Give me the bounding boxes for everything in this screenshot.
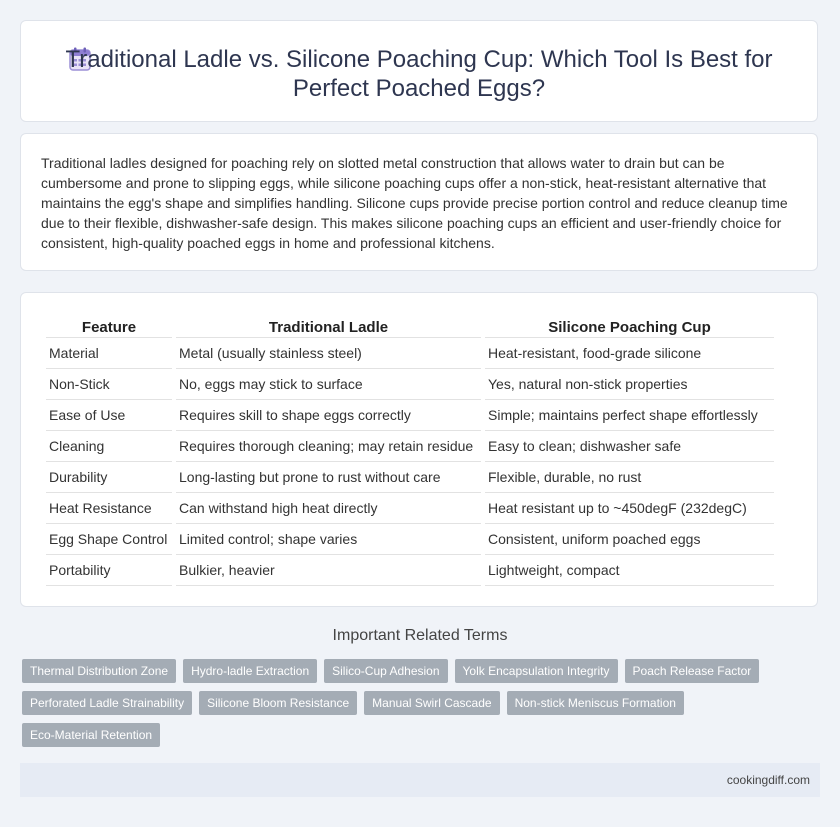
table-row [46,338,774,369]
cell-feature: Non-Stick [46,369,172,400]
table-row [46,462,774,493]
cell-ladle: Limited control; shape varies [176,524,481,555]
related-term-tag[interactable]: Silicone Bloom Resistance [199,691,357,715]
related-term-tag[interactable]: Non-stick Meniscus Formation [507,691,684,715]
table-header-row [46,317,774,338]
related-term-tag[interactable]: Perforated Ladle Strainability [22,691,192,715]
cell-ladle: Requires skill to shape eggs correctly [176,400,481,431]
cell-feature: Cleaning [46,431,172,462]
intro-paragraph: Traditional ladles designed for poaching rely on slotted metal construction that allows water to drain but can be cumbersome and prone to slipping eggs, while silicone poaching cups offer a non-stick, heat-resistant alternative that maintains the egg's shape and simplifies handling. Silicone cups provide precise portion control and reduce cleanup time due to their flexible, dishwasher-safe design. This makes silicone poaching cups an efficient and user-friendly choice for consistent, high-quality poached eggs in home and professional kitchens. [41,155,788,251]
comparison-card [20,292,818,607]
cell-feature: Egg Shape Control [46,524,172,555]
related-term-tag[interactable]: Hydro-ladle Extraction [183,659,317,683]
cell-cup: Flexible, durable, no rust [485,462,774,493]
title-card [20,20,818,122]
footer-site-link[interactable]: cookingdiff.com [726,773,810,787]
cell-feature: Ease of Use [46,400,172,431]
cell-feature: Material [46,338,172,369]
cell-ladle: Requires thorough cleaning; may retain residue [176,431,481,462]
related-term-tag[interactable]: Manual Swirl Cascade [364,691,499,715]
header-silicone-cup: Silicone Poaching Cup [485,317,774,338]
cell-ladle: Can withstand high heat directly [176,493,481,524]
table-row [46,400,774,431]
cell-ladle: Metal (usually stainless steel) [176,338,481,369]
table-row [46,555,774,586]
page-title: Traditional Ladle vs. Silicone Poaching Cup: Which Tool Is Best for Perfect Poached Eggs? [65,46,773,102]
cell-cup: Lightweight, compact [485,555,774,586]
cell-cup: Heat resistant up to ~450degF (232degC) [485,493,774,524]
table-row [46,431,774,462]
related-term-tag[interactable]: Poach Release Factor [625,659,760,683]
related-term-tag[interactable]: Thermal Distribution Zone [22,659,176,683]
table-row [46,369,774,400]
cell-ladle: Long-lasting but prone to rust without care [176,462,481,493]
related-term-tag[interactable]: Silico-Cup Adhesion [324,659,447,683]
cell-feature: Heat Resistance [46,493,172,524]
cell-cup: Simple; maintains perfect shape effortlessly [485,400,774,431]
related-terms-list [22,659,812,747]
table-row [46,524,774,555]
comparison-table [42,317,778,586]
header-feature: Feature [46,317,172,338]
cell-feature: Durability [46,462,172,493]
related-term-tag[interactable]: Yolk Encapsulation Integrity [455,659,618,683]
table-row [46,493,774,524]
cell-feature: Portability [46,555,172,586]
cell-cup: Heat-resistant, food-grade silicone [485,338,774,369]
cell-ladle: No, eggs may stick to surface [176,369,481,400]
related-term-tag[interactable]: Eco-Material Retention [22,723,160,747]
cell-cup: Consistent, uniform poached eggs [485,524,774,555]
related-terms-heading: Important Related Terms [332,627,508,644]
intro-card [20,133,818,271]
cell-cup: Yes, natural non-stick properties [485,369,774,400]
cell-ladle: Bulkier, heavier [176,555,481,586]
header-traditional-ladle: Traditional Ladle [176,317,481,338]
footer-bar [20,763,820,797]
cell-cup: Easy to clean; dishwasher safe [485,431,774,462]
